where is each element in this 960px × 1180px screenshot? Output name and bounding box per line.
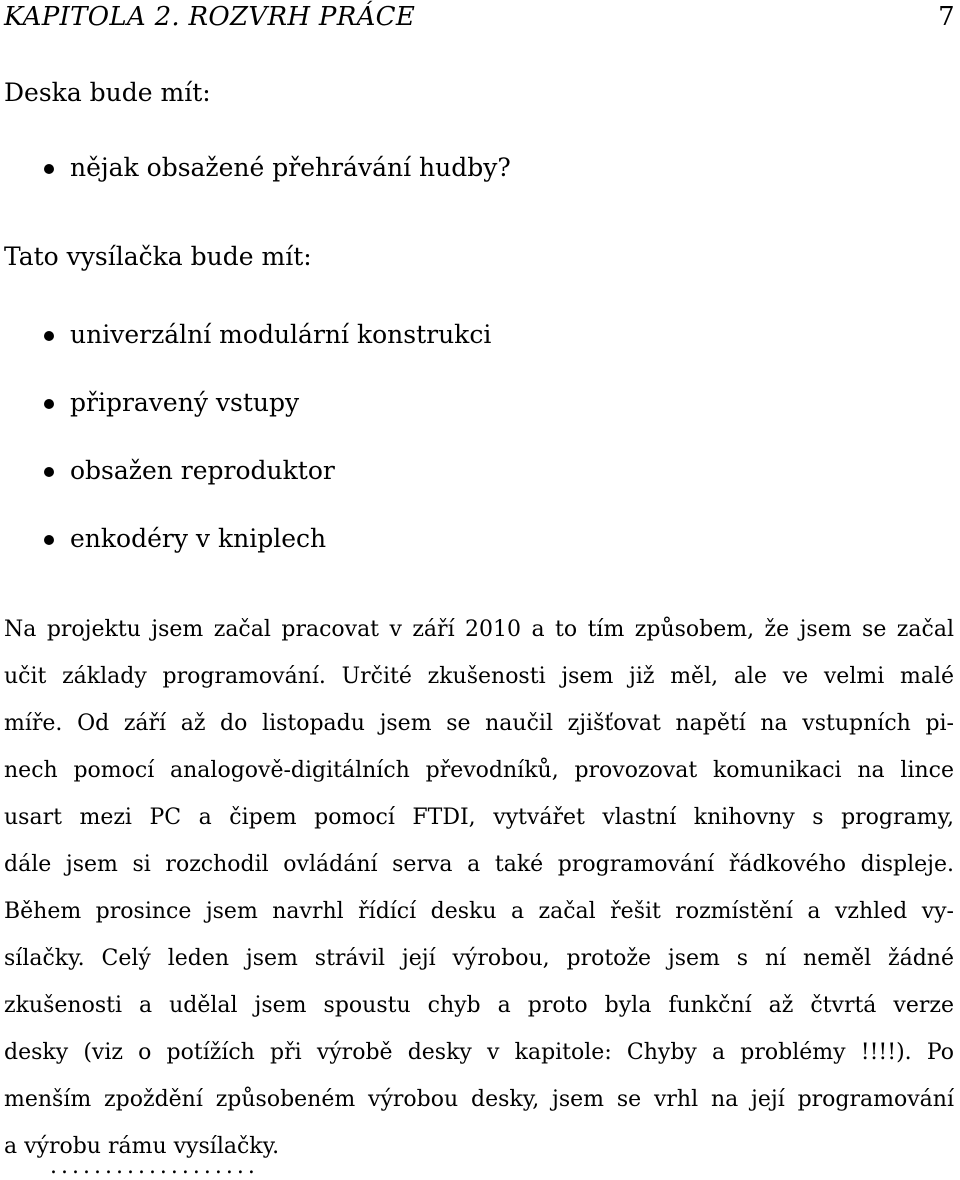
list-item-text: nějak obsažené přehrávání hudby? bbox=[70, 153, 511, 182]
list-item-text: univerzální modulární konstrukci bbox=[70, 320, 492, 349]
list-item-text: obsažen reproduktor bbox=[70, 456, 335, 485]
board-intro: Deska bude mít: bbox=[4, 78, 211, 107]
bullet-icon bbox=[44, 399, 54, 409]
list-item bbox=[0, 454, 491, 522]
transmitter-feature-list bbox=[0, 318, 491, 590]
board-feature-list bbox=[0, 151, 511, 219]
bullet-icon bbox=[44, 331, 54, 341]
list-item bbox=[0, 522, 491, 590]
paragraph-line: sílačky. Celý leden jsem strávil její výrobou, protože jsem s ní neměl žádné bbox=[4, 946, 954, 971]
list-item bbox=[0, 318, 491, 386]
list-item bbox=[0, 151, 511, 219]
body-paragraph bbox=[4, 606, 954, 1170]
transmitter-intro: Tato vysílačka bude mít: bbox=[4, 242, 312, 271]
bullet-icon bbox=[44, 467, 54, 477]
paragraph-line: a výrobu rámu vysílačky. bbox=[4, 1134, 280, 1159]
list-item bbox=[0, 386, 491, 454]
paragraph-line: míře. Od září až do listopadu jsem se naučil zjišťovat napětí na vstupních pi- bbox=[4, 711, 954, 736]
bullet-icon bbox=[44, 164, 54, 174]
page-number: 7 bbox=[938, 2, 955, 32]
running-head bbox=[0, 0, 955, 34]
chapter-title: KAPITOLA 2. ROZVRH PRÁCE bbox=[4, 2, 416, 32]
list-item-text: enkodéry v kniplech bbox=[70, 524, 327, 553]
paragraph-line: Na projektu jsem začal pracovat v září 2010 a to tím způsobem, že jsem se začal bbox=[4, 617, 954, 642]
paragraph-line: Během prosince jsem navrhl řídící desku a začal řešit rozmístění a vzhled vy- bbox=[4, 899, 954, 924]
ellipsis-separator: ................... bbox=[50, 1154, 259, 1179]
paragraph-line: učit základy programování. Určité zkušenosti jsem již měl, ale ve velmi malé bbox=[4, 664, 954, 689]
paragraph-line: usart mezi PC a čipem pomocí FTDI, vytvářet vlastní knihovny s programy, bbox=[4, 805, 954, 830]
list-item-text: připravený vstupy bbox=[70, 388, 300, 417]
bullet-icon bbox=[44, 535, 54, 545]
paragraph-line: nech pomocí analogově-digitálních převodníků, provozovat komunikaci na lince bbox=[4, 758, 954, 783]
paragraph-line: zkušenosti a udělal jsem spoustu chyb a proto byla funkční až čtvrtá verze bbox=[4, 993, 954, 1018]
paragraph-line: desky (viz o potížích při výrobě desky v kapitole: Chyby a problémy !!!!). Po bbox=[4, 1040, 954, 1065]
paragraph-line: menším zpoždění způsobeném výrobou desky, jsem se vrhl na její programování bbox=[4, 1087, 954, 1112]
paragraph-line: dále jsem si rozchodil ovládání serva a také programování řádkového displeje. bbox=[4, 852, 954, 877]
